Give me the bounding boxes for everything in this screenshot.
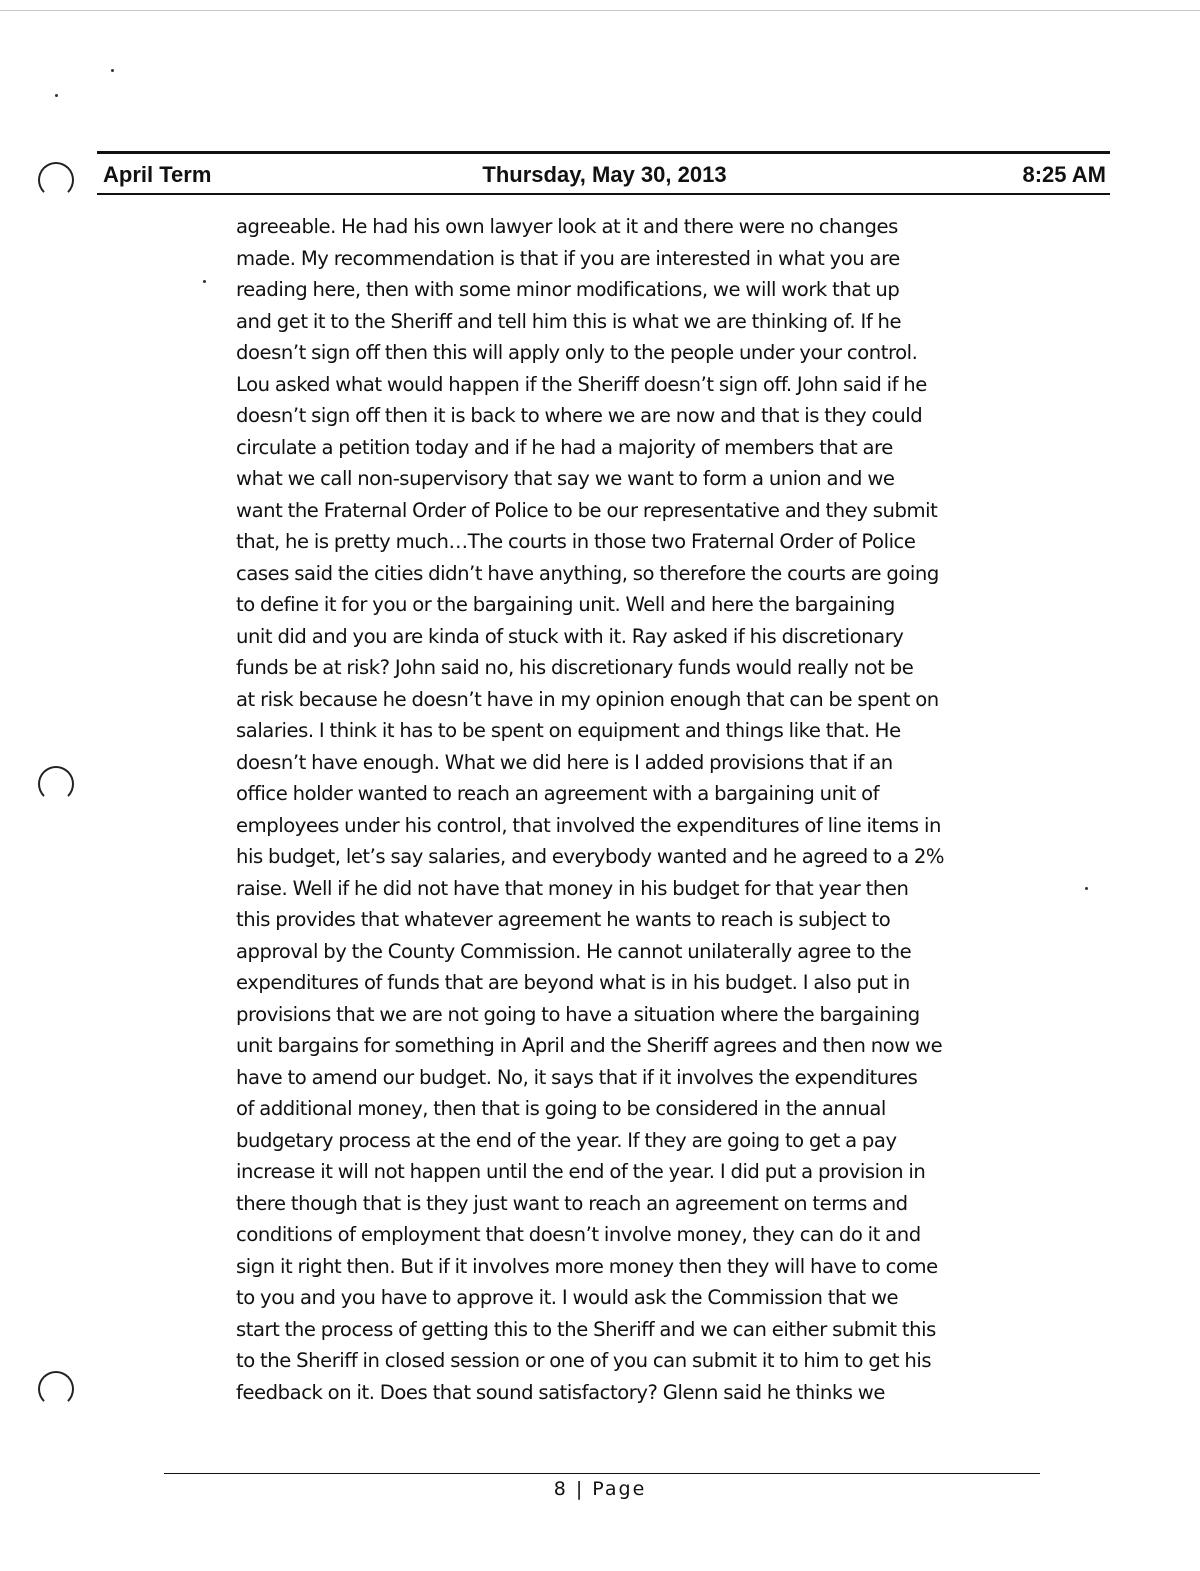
body-line: budgetary process at the end of the year. If they are going to get a pay (236, 1128, 897, 1152)
body-line: his budget, let’s say salaries, and everybody wanted and he agreed to a 2% (236, 845, 945, 868)
binder-hole-icon (38, 766, 74, 802)
body-line: agreeable. He had his own lawyer look at it and there were no changes (236, 215, 898, 238)
body-line: reading here, then with some minor modifications, we will work that up (236, 278, 900, 301)
footer-rule (164, 1473, 1040, 1474)
scan-speck (55, 94, 58, 97)
body-line: increase it will not happen until the end of the year. I did put a provision in (236, 1160, 926, 1183)
body-line: and get it to the Sheriff and tell him this is what we are thinking of. If he (236, 309, 902, 333)
body-line: doesn’t have enough. What we did here is I added provisions that if an (236, 750, 893, 774)
body-line: at risk because he doesn’t have in my opinion enough that can be spent on (236, 687, 939, 711)
body-line: feedback on it. Does that sound satisfactory? Glenn said he thinks we (236, 1380, 885, 1404)
body-line: to you and you have to approve it. I would ask the Commission that we (236, 1286, 899, 1309)
body-line: doesn’t sign off then it is back to where we are now and that is they could (236, 404, 923, 427)
body-line: what we call non-supervisory that say we want to form a union and we (236, 467, 895, 490)
body-line: sign it right then. But if it involves more money then they will have to come (236, 1254, 938, 1278)
body-line: salaries. I think it has to be spent on equipment and things like that. He (236, 719, 901, 742)
body-line: expenditures of funds that are beyond what is in his budget. I also put in (236, 971, 910, 994)
header-top-rule (97, 151, 1110, 154)
body-line: funds be at risk? John said no, his discretionary funds would really not be (236, 656, 914, 679)
body-line: that, he is pretty much…The courts in those two Fraternal Order of Police (236, 530, 916, 553)
scan-edge-line (0, 10, 1200, 11)
minutes-body-text (236, 211, 1116, 1408)
page-header (103, 160, 1106, 190)
header-time: 8:25 AM (1022, 162, 1106, 187)
body-line: unit did and you are kinda of stuck with it. Ray asked if his discretionary (236, 624, 904, 648)
binder-hole-icon (38, 1371, 74, 1407)
body-line: cases said the cities didn’t have anything, so therefore the courts are going (236, 561, 939, 585)
body-line: there though that is they just want to reach an agreement on terms and (236, 1191, 908, 1215)
scan-speck (111, 69, 114, 72)
body-line: have to amend our budget. No, it says that if it involves the expenditures (236, 1065, 918, 1089)
header-bottom-rule (97, 193, 1110, 195)
body-line: made. My recommendation is that if you are interested in what you are (236, 246, 900, 270)
body-line: employees under his control, that involved the expenditures of line items in (236, 813, 941, 837)
body-line: approval by the County Commission. He cannot unilaterally agree to the (236, 939, 912, 963)
header-term: April Term (103, 162, 212, 187)
body-line: circulate a petition today and if he had a majority of members that are (236, 435, 893, 459)
body-line: office holder wanted to reach an agreement with a bargaining unit of (236, 782, 880, 805)
binder-hole-icon (38, 162, 74, 198)
header-date: Thursday, May 30, 2013 (482, 162, 727, 187)
body-line: want the Fraternal Order of Police to be our representative and they submit (236, 498, 938, 522)
body-line: unit bargains for something in April and the Sheriff agrees and then now we (236, 1034, 943, 1057)
body-line: raise. Well if he did not have that money in his budget for that year then (236, 876, 909, 900)
page-number: 8 | Page (553, 1478, 647, 1500)
scan-speck (203, 280, 206, 283)
body-line: Lou asked what would happen if the Sheriff doesn’t sign off. John said if he (236, 372, 927, 396)
body-line: provisions that we are not going to have a situation where the bargaining (236, 1002, 920, 1026)
body-line: to define it for you or the bargaining unit. Well and here the bargaining (236, 593, 895, 616)
body-line: to the Sheriff in closed session or one of you can submit it to him to get his (236, 1349, 932, 1372)
body-line: start the process of getting this to the Sheriff and we can either submit this (236, 1317, 936, 1341)
body-line: this provides that whatever agreement he wants to reach is subject to (236, 908, 891, 931)
body-line: of additional money, then that is going to be considered in the annual (236, 1097, 886, 1120)
body-line: conditions of employment that doesn’t involve money, they can do it and (236, 1223, 921, 1246)
body-line: doesn’t sign off then this will apply only to the people under your control. (236, 341, 918, 364)
